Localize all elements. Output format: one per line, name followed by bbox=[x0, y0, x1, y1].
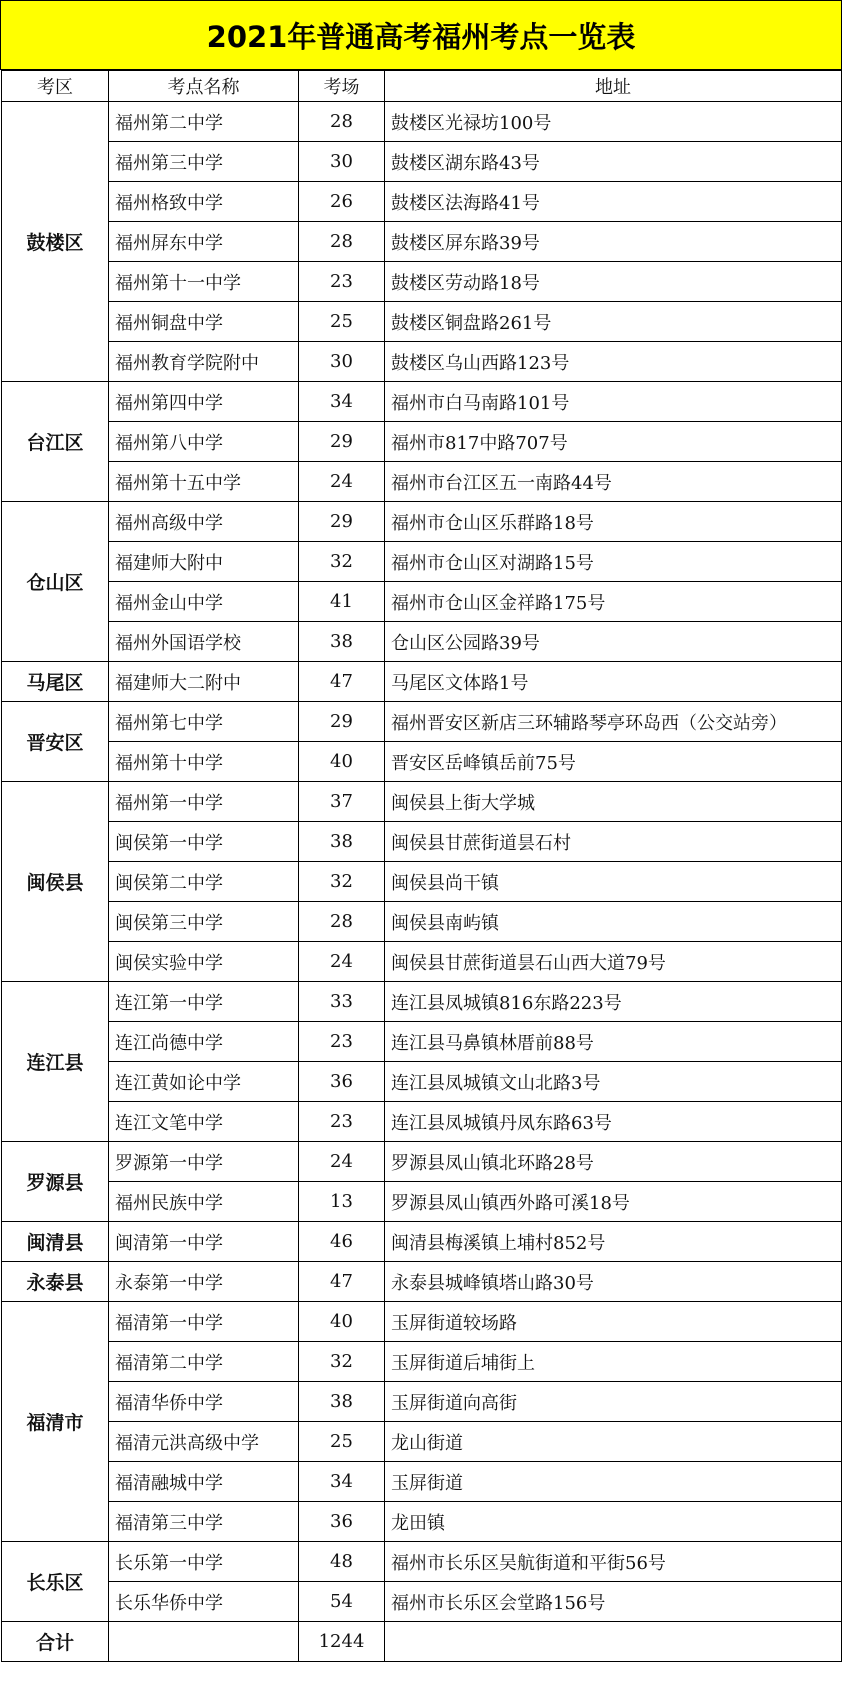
site-name-cell: 福清元洪高级中学 bbox=[109, 1422, 299, 1462]
address-cell: 玉屏街道较场路 bbox=[385, 1302, 842, 1342]
site-name-cell: 福建师大附中 bbox=[109, 542, 299, 582]
table-row bbox=[2, 262, 842, 302]
address-cell: 鼓楼区湖东路43号 bbox=[385, 142, 842, 182]
rooms-cell: 38 bbox=[299, 622, 385, 662]
address-cell: 鼓楼区劳动路18号 bbox=[385, 262, 842, 302]
address-cell: 龙山街道 bbox=[385, 1422, 842, 1462]
table-row bbox=[2, 1542, 842, 1582]
rooms-cell: 47 bbox=[299, 662, 385, 702]
address-cell: 罗源县凤山镇西外路可溪18号 bbox=[385, 1182, 842, 1222]
table-row bbox=[2, 302, 842, 342]
address-cell: 罗源县凤山镇北环路28号 bbox=[385, 1142, 842, 1182]
table-row bbox=[2, 142, 842, 182]
address-cell: 鼓楼区光禄坊100号 bbox=[385, 102, 842, 142]
address-cell: 永泰县城峰镇塔山路30号 bbox=[385, 1262, 842, 1302]
rooms-cell: 23 bbox=[299, 1102, 385, 1142]
site-name-cell: 福州金山中学 bbox=[109, 582, 299, 622]
address-cell: 晋安区岳峰镇岳前75号 bbox=[385, 742, 842, 782]
district-cell: 闽侯县 bbox=[2, 782, 109, 982]
rooms-cell: 29 bbox=[299, 422, 385, 462]
table-row bbox=[2, 1022, 842, 1062]
site-name-cell: 闽侯实验中学 bbox=[109, 942, 299, 982]
site-name-cell: 福州第十一中学 bbox=[109, 262, 299, 302]
rooms-cell: 46 bbox=[299, 1222, 385, 1262]
table-row bbox=[2, 1262, 842, 1302]
address-cell: 福州市台江区五一南路44号 bbox=[385, 462, 842, 502]
address-cell: 连江县马鼻镇林厝前88号 bbox=[385, 1022, 842, 1062]
rooms-cell: 23 bbox=[299, 262, 385, 302]
address-cell: 仓山区公园路39号 bbox=[385, 622, 842, 662]
header-district: 考区 bbox=[2, 71, 109, 102]
rooms-cell: 34 bbox=[299, 1462, 385, 1502]
site-name-cell: 福州格致中学 bbox=[109, 182, 299, 222]
total-name bbox=[109, 1622, 299, 1662]
address-cell: 玉屏街道 bbox=[385, 1462, 842, 1502]
district-cell: 马尾区 bbox=[2, 662, 109, 702]
address-cell: 闽侯县尚干镇 bbox=[385, 862, 842, 902]
site-name-cell: 福州第十中学 bbox=[109, 742, 299, 782]
rooms-cell: 34 bbox=[299, 382, 385, 422]
table-row bbox=[2, 782, 842, 822]
table-row bbox=[2, 1422, 842, 1462]
site-name-cell: 福州民族中学 bbox=[109, 1182, 299, 1222]
header-address: 地址 bbox=[385, 71, 842, 102]
site-name-cell: 长乐第一中学 bbox=[109, 1542, 299, 1582]
table-row bbox=[2, 222, 842, 262]
district-cell: 罗源县 bbox=[2, 1142, 109, 1222]
table-row bbox=[2, 542, 842, 582]
address-cell: 福州市白马南路101号 bbox=[385, 382, 842, 422]
site-name-cell: 福州第七中学 bbox=[109, 702, 299, 742]
table-row bbox=[2, 182, 842, 222]
rooms-cell: 33 bbox=[299, 982, 385, 1022]
rooms-cell: 47 bbox=[299, 1262, 385, 1302]
header-rooms: 考场 bbox=[299, 71, 385, 102]
site-name-cell: 福清华侨中学 bbox=[109, 1382, 299, 1422]
rooms-cell: 38 bbox=[299, 822, 385, 862]
site-name-cell: 福州第十五中学 bbox=[109, 462, 299, 502]
rooms-cell: 24 bbox=[299, 1142, 385, 1182]
site-name-cell: 闽侯第二中学 bbox=[109, 862, 299, 902]
site-name-cell: 连江尚德中学 bbox=[109, 1022, 299, 1062]
site-name-cell: 连江文笔中学 bbox=[109, 1102, 299, 1142]
table-row bbox=[2, 862, 842, 902]
table-row bbox=[2, 1582, 842, 1622]
table-row bbox=[2, 1342, 842, 1382]
district-cell: 仓山区 bbox=[2, 502, 109, 662]
table-row bbox=[2, 1102, 842, 1142]
address-cell: 玉屏街道向高街 bbox=[385, 1382, 842, 1422]
rooms-cell: 54 bbox=[299, 1582, 385, 1622]
table-row bbox=[2, 382, 842, 422]
exam-sites-table bbox=[1, 70, 842, 1662]
table-row bbox=[2, 102, 842, 142]
table-row bbox=[2, 982, 842, 1022]
table-row bbox=[2, 1222, 842, 1262]
site-name-cell: 福州铜盘中学 bbox=[109, 302, 299, 342]
address-cell: 闽侯县甘蔗街道昙石村 bbox=[385, 822, 842, 862]
rooms-cell: 48 bbox=[299, 1542, 385, 1582]
rooms-cell: 32 bbox=[299, 542, 385, 582]
district-cell: 长乐区 bbox=[2, 1542, 109, 1622]
table-row bbox=[2, 1502, 842, 1542]
address-cell: 闽侯县南屿镇 bbox=[385, 902, 842, 942]
district-cell: 永泰县 bbox=[2, 1262, 109, 1302]
site-name-cell: 闽侯第一中学 bbox=[109, 822, 299, 862]
address-cell: 鼓楼区屏东路39号 bbox=[385, 222, 842, 262]
district-cell: 福清市 bbox=[2, 1302, 109, 1542]
site-name-cell: 福清第二中学 bbox=[109, 1342, 299, 1382]
rooms-cell: 29 bbox=[299, 702, 385, 742]
address-cell: 鼓楼区铜盘路261号 bbox=[385, 302, 842, 342]
address-cell: 福州市仓山区乐群路18号 bbox=[385, 502, 842, 542]
site-name-cell: 长乐华侨中学 bbox=[109, 1582, 299, 1622]
table-row bbox=[2, 702, 842, 742]
table-row bbox=[2, 582, 842, 622]
table-row bbox=[2, 1182, 842, 1222]
table-row bbox=[2, 1142, 842, 1182]
rooms-cell: 24 bbox=[299, 462, 385, 502]
rooms-cell: 26 bbox=[299, 182, 385, 222]
total-row bbox=[2, 1622, 842, 1662]
address-cell: 闽侯县上街大学城 bbox=[385, 782, 842, 822]
table-body bbox=[2, 102, 842, 1662]
table-row bbox=[2, 662, 842, 702]
total-address bbox=[385, 1622, 842, 1662]
site-name-cell: 福州屏东中学 bbox=[109, 222, 299, 262]
site-name-cell: 福州第二中学 bbox=[109, 102, 299, 142]
rooms-cell: 30 bbox=[299, 342, 385, 382]
address-cell: 马尾区文体路1号 bbox=[385, 662, 842, 702]
table-row bbox=[2, 742, 842, 782]
rooms-cell: 41 bbox=[299, 582, 385, 622]
rooms-cell: 25 bbox=[299, 1422, 385, 1462]
rooms-cell: 24 bbox=[299, 942, 385, 982]
table-row bbox=[2, 422, 842, 462]
site-name-cell: 福州教育学院附中 bbox=[109, 342, 299, 382]
address-cell: 龙田镇 bbox=[385, 1502, 842, 1542]
address-cell: 闽侯县甘蔗街道昙石山西大道79号 bbox=[385, 942, 842, 982]
rooms-cell: 32 bbox=[299, 1342, 385, 1382]
address-cell: 连江县凤城镇文山北路3号 bbox=[385, 1062, 842, 1102]
address-cell: 福州市817中路707号 bbox=[385, 422, 842, 462]
rooms-cell: 40 bbox=[299, 742, 385, 782]
table-row bbox=[2, 902, 842, 942]
site-name-cell: 闽清第一中学 bbox=[109, 1222, 299, 1262]
rooms-cell: 13 bbox=[299, 1182, 385, 1222]
address-cell: 连江县凤城镇丹凤东路63号 bbox=[385, 1102, 842, 1142]
site-name-cell: 连江第一中学 bbox=[109, 982, 299, 1022]
site-name-cell: 连江黄如论中学 bbox=[109, 1062, 299, 1102]
address-cell: 连江县凤城镇816东路223号 bbox=[385, 982, 842, 1022]
rooms-cell: 36 bbox=[299, 1502, 385, 1542]
address-cell: 鼓楼区乌山西路123号 bbox=[385, 342, 842, 382]
header-row bbox=[2, 71, 842, 102]
table-row bbox=[2, 1382, 842, 1422]
table-row bbox=[2, 1462, 842, 1502]
site-name-cell: 福清融城中学 bbox=[109, 1462, 299, 1502]
address-cell: 福州市长乐区吴航街道和平街56号 bbox=[385, 1542, 842, 1582]
rooms-cell: 37 bbox=[299, 782, 385, 822]
district-cell: 连江县 bbox=[2, 982, 109, 1142]
district-cell: 晋安区 bbox=[2, 702, 109, 782]
address-cell: 福州市仓山区对湖路15号 bbox=[385, 542, 842, 582]
rooms-cell: 25 bbox=[299, 302, 385, 342]
sheet-title: 2021年普通高考福州考点一览表 bbox=[0, 0, 842, 70]
site-name-cell: 福州第四中学 bbox=[109, 382, 299, 422]
address-cell: 玉屏街道后埔街上 bbox=[385, 1342, 842, 1382]
address-cell: 闽清县梅溪镇上埔村852号 bbox=[385, 1222, 842, 1262]
address-cell: 福州晋安区新店三环辅路琴亭环岛西（公交站旁） bbox=[385, 702, 842, 742]
rooms-cell: 32 bbox=[299, 862, 385, 902]
total-label: 合计 bbox=[2, 1622, 109, 1662]
site-name-cell: 福州外国语学校 bbox=[109, 622, 299, 662]
rooms-cell: 23 bbox=[299, 1022, 385, 1062]
table-row bbox=[2, 1062, 842, 1102]
table-row bbox=[2, 622, 842, 662]
table-row bbox=[2, 822, 842, 862]
address-cell: 福州市仓山区金祥路175号 bbox=[385, 582, 842, 622]
table-row bbox=[2, 942, 842, 982]
rooms-cell: 40 bbox=[299, 1302, 385, 1342]
rooms-cell: 30 bbox=[299, 142, 385, 182]
table-row bbox=[2, 462, 842, 502]
site-name-cell: 福州第一中学 bbox=[109, 782, 299, 822]
district-cell: 鼓楼区 bbox=[2, 102, 109, 382]
site-name-cell: 永泰第一中学 bbox=[109, 1262, 299, 1302]
total-rooms: 1244 bbox=[299, 1622, 385, 1662]
rooms-cell: 28 bbox=[299, 222, 385, 262]
site-name-cell: 福建师大二附中 bbox=[109, 662, 299, 702]
site-name-cell: 福州第八中学 bbox=[109, 422, 299, 462]
site-name-cell: 闽侯第三中学 bbox=[109, 902, 299, 942]
table-row bbox=[2, 342, 842, 382]
rooms-cell: 28 bbox=[299, 902, 385, 942]
district-cell: 台江区 bbox=[2, 382, 109, 502]
site-name-cell: 福州第三中学 bbox=[109, 142, 299, 182]
site-name-cell: 罗源第一中学 bbox=[109, 1142, 299, 1182]
table-row bbox=[2, 1302, 842, 1342]
address-cell: 福州市长乐区会堂路156号 bbox=[385, 1582, 842, 1622]
site-name-cell: 福州高级中学 bbox=[109, 502, 299, 542]
address-cell: 鼓楼区法海路41号 bbox=[385, 182, 842, 222]
site-name-cell: 福清第一中学 bbox=[109, 1302, 299, 1342]
district-cell: 闽清县 bbox=[2, 1222, 109, 1262]
table-row bbox=[2, 502, 842, 542]
header-site-name: 考点名称 bbox=[109, 71, 299, 102]
rooms-cell: 36 bbox=[299, 1062, 385, 1102]
rooms-cell: 38 bbox=[299, 1382, 385, 1422]
site-name-cell: 福清第三中学 bbox=[109, 1502, 299, 1542]
rooms-cell: 28 bbox=[299, 102, 385, 142]
rooms-cell: 29 bbox=[299, 502, 385, 542]
